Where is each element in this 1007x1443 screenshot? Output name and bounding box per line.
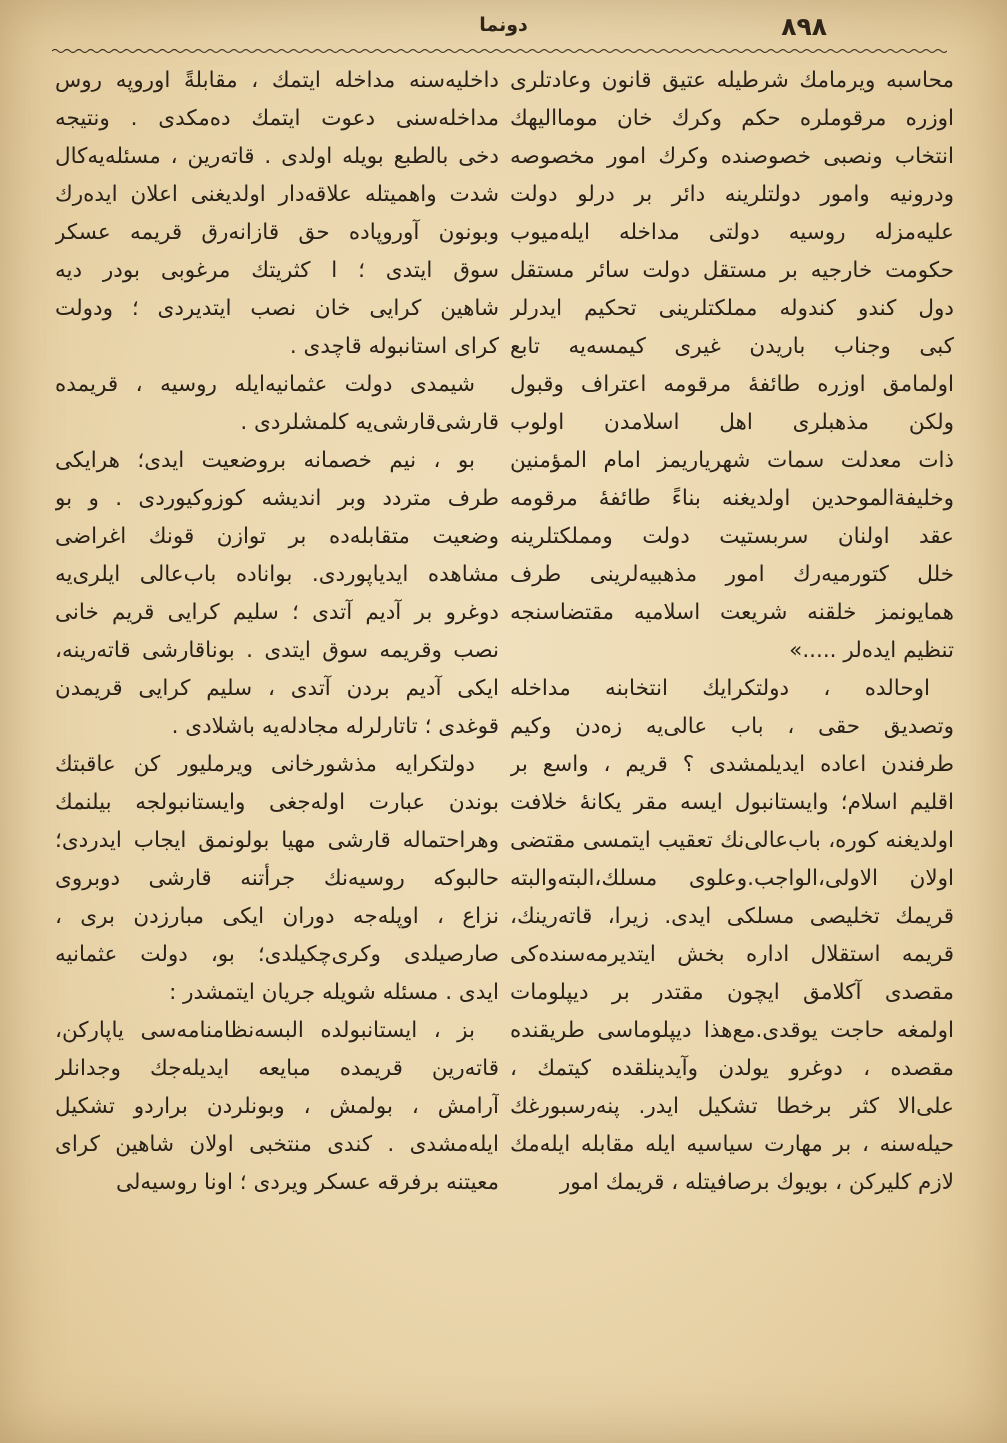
right-text-column xyxy=(510,62,954,1202)
text-line: دخى بالطبع بويله اولدى . قاتەرين ، مسئله‌يه‌كال xyxy=(55,144,499,169)
text-line: شدت واهميتله علاقه‌دار اولديغنى اعلان ايده‌رك xyxy=(55,182,499,207)
page-number: ٨٩٨ xyxy=(781,12,827,41)
text-line: صارصيلدى وكرى‌چكيلدى؛ بو، دولت عثمانيه xyxy=(55,942,499,967)
text-line: وضعيت متقابله‌ده بر توازن قونك اغراضى xyxy=(55,524,499,549)
text-line: قريمك تخليصى مسلكى ايدى. زيرا، قاتەرينك، xyxy=(510,904,954,929)
text-line: عليه‌مزله روسيه دولتى مداخله ايله‌ميوب xyxy=(510,220,954,245)
text-line: اوحالده ، دولتكرايك انتخابنه مداخله xyxy=(510,676,930,701)
text-line: داخليه‌سنه مداخله ايتمك ، مقابلةً اوروپه روس xyxy=(55,68,499,93)
text-line: ايكى آديم بردن آتدى ، سليم كرايى قريمدن xyxy=(55,676,499,701)
text-line: على‌الا كثر برخطا تشكيل ايدر. پنه‌رسبورغك xyxy=(510,1094,954,1119)
text-line: معيتنه برفرقه عسكر ويردى ؛ اونا روسيه‌لى xyxy=(115,1170,499,1195)
text-line: همايونمز خلقنه شريعت اسلاميه مقتضاسنجه xyxy=(510,600,954,625)
running-title: دونما xyxy=(479,14,528,36)
text-line: اولمغه حاجت يوقدى.مع‌هذا ديپلوماسى طريقنده xyxy=(510,1018,954,1043)
page-header xyxy=(60,10,947,50)
text-line: كبى وجناب باريدن غيرى كيمسه‌يه تابع xyxy=(510,334,954,359)
text-line: وهراحتماله قارشى مهيا بولونمق ايجاب ايدردى؛ xyxy=(55,828,499,853)
text-line: انتخاب ونصبى خصوصنده وكرك امور مخصوصه xyxy=(510,144,954,169)
wavy-rule-line xyxy=(52,48,947,54)
text-line: اولديغنه كوره، باب‌عالى‌نك تعقيب ايتمسى مقتضى xyxy=(510,828,954,853)
text-line: مقصدى آكلامق ايچون مقتدر بر ديپلومات xyxy=(510,980,954,1005)
text-line: دوغرو بر آديم آتدى ؛ سليم كرايى قريم خانى xyxy=(55,600,499,625)
text-line: قريمه استقلال اداره بخش ايتديرمه‌سنده‌كى xyxy=(510,942,954,967)
text-line: خلل كتورميه‌رك امور مذهبيه‌لرينى طرف xyxy=(510,562,954,587)
text-line: مقصده ، دوغرو يولدن وآيدينلقده كيتمك ، xyxy=(510,1056,954,1081)
text-line: وبونون آوروپاده حق قازانەرق قريمه عسكر xyxy=(55,220,499,245)
text-line: مداخله‌سنى دعوت ايتمك دەمكدى . ونتيجه xyxy=(55,106,499,131)
text-line: تنظيم ايدەلر .....» xyxy=(789,638,954,663)
text-line: وخليفة‌الموحدين اولديغنه بناءً طائفهٔ مرقومه xyxy=(510,486,954,511)
text-line: مشاهده ايدياپوردى. بواناده باب‌عالى ايلرى‌يه xyxy=(55,562,499,587)
text-line: اولان الاولى،الواجب.وعلوى مسلك،البته‌والبته xyxy=(510,866,954,891)
text-line: ذات معدلت سمات شهرياريمز امام المؤمنين xyxy=(510,448,954,473)
text-line: شيمدى دولت عثمانيه‌ايله روسيه ، قريمده xyxy=(55,372,475,397)
text-line: ولكن مذهبلرى اهل اسلامدن اولوب xyxy=(510,410,954,435)
header-rule xyxy=(52,48,947,54)
text-line: اقليم اسلام؛ وايستانبول ايسه مقر يكانهٔ خلافت xyxy=(510,790,954,815)
text-line: قارشى‌قارشى‌يه كلمشلردى . xyxy=(240,410,499,435)
text-line: طرفندن اعاده ايديلمشدى ؟ قريم ، واسع بر xyxy=(510,752,954,777)
text-line: آرامش ، بولمش ، وبونلردن براردو تشكيل xyxy=(55,1094,499,1119)
text-line: ايدى . مسئله شويله جريان ايتمشدر : xyxy=(169,980,499,1005)
text-line: وتصديق حقى ، باب عالى‌يه زەدن وكيم xyxy=(510,714,954,739)
text-line: كراى استانبوله قاچدى . xyxy=(289,334,499,359)
text-line: قوغدى ؛ تاتارلرله مجادله‌يه باشلادى . xyxy=(171,714,499,739)
text-line: عقد اولنان سربستيت دولت ومملكتلرينه xyxy=(510,524,954,549)
text-line: اولمامق اوزره طائفهٔ مرقومه اعتراف وقبول xyxy=(510,372,954,397)
text-line: ايله‌مشدى . كندى منتخبى اولان شاهين كراى xyxy=(55,1132,499,1157)
text-line: بوندن عبارت اوله‌جغى وايستانبولجه بيلنمك xyxy=(55,790,499,815)
left-text-column xyxy=(55,62,499,1202)
text-line: ودرونيه وامور دولتلرينه دائر بر درلو دولت xyxy=(510,182,954,207)
text-line: بز ، ايستانبولده البسه‌نظامنامه‌سى ياپاركن، xyxy=(55,1018,475,1043)
text-line: دولتكرايه مذشورخانى ويرمليور كن عاقبتك xyxy=(55,752,475,777)
text-line: نصب وقريمه سوق ايتدى . بوناقارشى قاتەرينه، xyxy=(55,638,499,663)
text-line: نزاع ، اوپله‌جه دوران ايكى مبارزدن برى ، xyxy=(55,904,499,929)
text-line: شاهين كرايى خان نصب ايتديردى ؛ ودولت xyxy=(55,296,499,321)
text-line: بو ، نيم خصمانه بروضعيت ايدى؛ هرايكى xyxy=(55,448,475,473)
text-line: سوق ايتدى ؛ ا كثريتك مرغوبى بودر ديه xyxy=(55,258,499,283)
text-line: محاسبه ويرمامك شرطيله عتيق قانون وعادتلرى xyxy=(510,68,954,93)
text-line: قاتەرين قريمده مبايعه ايديله‌جك وجدانلر xyxy=(55,1056,499,1081)
text-line: حالبوكه روسيه‌نك جرأتنه قارشى دوبروى xyxy=(55,866,499,891)
text-line: حيله‌سنه ، بر مهارت سياسيه ايله مقابله ايله‌مك xyxy=(510,1132,954,1157)
text-line: اوزره مرقوملره حكم وكرك خان موماالیهك xyxy=(510,106,954,131)
text-line: دول كندو كندوله مملكتلرينى تحكيم ايدرلر xyxy=(510,296,954,321)
text-line: لازم كليركن ، بويوك برصافيتله ، قريمك امور xyxy=(559,1170,954,1195)
text-line: طرف متردد وبر انديشه كوزوكيوردى . و بو xyxy=(55,486,499,511)
text-line: حكومت خارجيه بر مستقل دولت سائر مستقل xyxy=(510,258,954,283)
